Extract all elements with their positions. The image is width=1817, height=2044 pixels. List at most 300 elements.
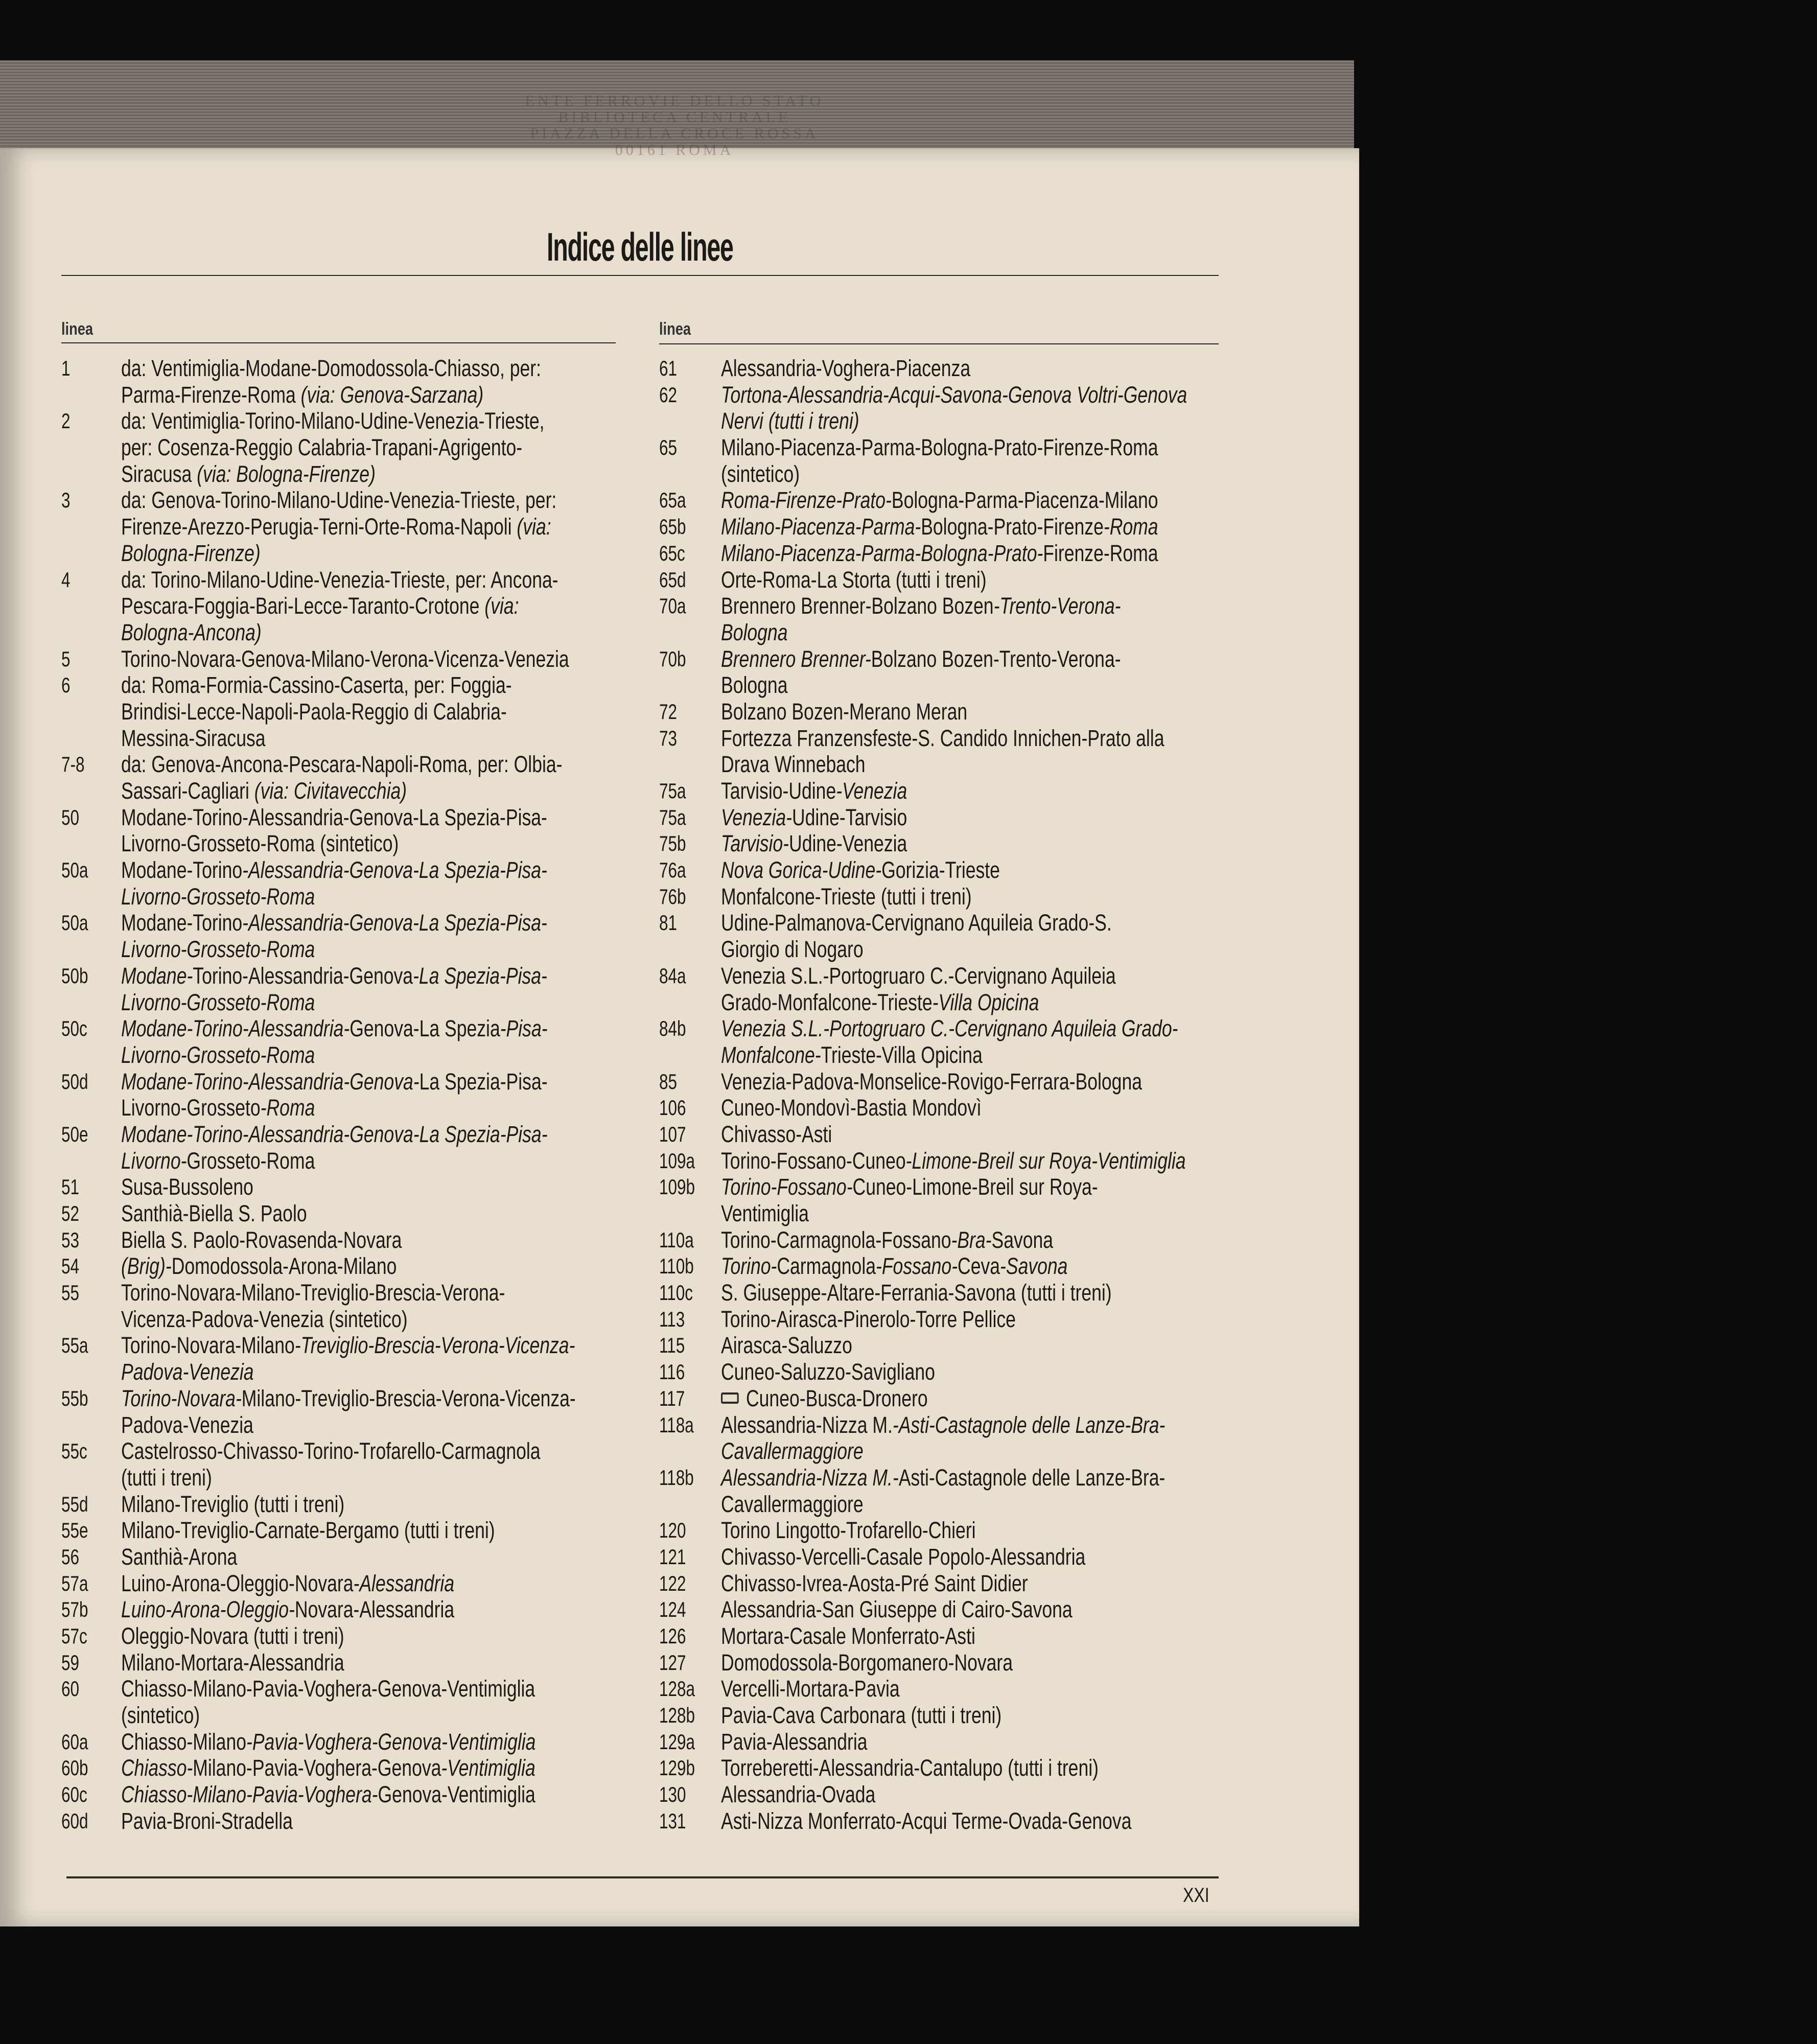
line-number: 129a: [659, 1729, 695, 1754]
route-segment-italic: -La Spezia-Pisa-: [413, 962, 547, 989]
index-entry: [61, 1491, 696, 1518]
route-description: [721, 804, 1311, 831]
route-description: [721, 1359, 1311, 1385]
route-segment-italic: -Bra-: [951, 1226, 992, 1253]
route-segment: Bologna-Parma-Piacenza-Milano: [891, 487, 1158, 514]
route-description: [721, 1596, 1311, 1623]
route-segment-italic: Livorno-Grosseto-Roma: [121, 989, 315, 1015]
route-text-line: [121, 1808, 576, 1834]
line-number: 70b: [659, 646, 686, 671]
route-segment: Chiasso-Milano-Pavia-Voghera-Genova-Ventimiglia: [121, 1676, 535, 1702]
route-segment-italic: Alessandria-Nizza M.-: [721, 1464, 899, 1491]
route-segment: Orte-Roma-La Storta (tutti i treni): [721, 566, 987, 593]
route-segment-italic: Livorno-Grosseto-Roma: [121, 883, 315, 910]
route-text-line: [721, 1227, 1187, 1253]
route-text-line: [721, 672, 1187, 699]
line-number: 110c: [659, 1281, 693, 1305]
index-entry: [61, 857, 696, 910]
index-entry: [659, 1280, 1311, 1306]
index-entry: [61, 910, 696, 962]
route-text-line: [721, 1676, 1187, 1702]
route-text-line: [121, 1465, 576, 1491]
line-number: 84a: [659, 963, 686, 988]
route-segment: da: Torino-Milano-Udine-Venezia-Trieste, per: Ancona-: [121, 566, 558, 593]
line-number: 129b: [659, 1756, 695, 1780]
route-text-line: [721, 619, 1187, 646]
route-text-line: [721, 910, 1187, 936]
route-segment: Susa-Bussoleno: [121, 1174, 253, 1200]
route-text-line: [721, 1438, 1187, 1465]
index-entry: [61, 1623, 696, 1650]
route-description: [721, 382, 1311, 434]
route-segment: Alessandria-San Giuseppe di Cairo-Savona: [721, 1596, 1073, 1623]
route-text-line: [121, 989, 576, 1016]
index-entry: [659, 355, 1311, 382]
index-entry: [659, 963, 1311, 1015]
line-number: 55a: [61, 1333, 88, 1358]
line-number: 3: [61, 488, 71, 513]
route-segment: Udine-Tarvisio: [791, 804, 907, 830]
route-segment: Drava Winnebach: [721, 751, 866, 778]
route-segment-italic: -Pavia-Voghera-Genova-Ventimiglia: [246, 1728, 536, 1755]
index-entry: [61, 1438, 696, 1491]
route-segment: Vicenza-Padova-Venezia (sintetico): [121, 1306, 408, 1332]
index-entry: [659, 1729, 1311, 1755]
index-entry: [659, 1227, 1311, 1253]
route-segment: Pavia-Alessandria: [721, 1728, 868, 1755]
route-description: [721, 1095, 1311, 1121]
route-text-line: [121, 1755, 576, 1781]
route-segment-italic: Tortona-Alessandria-Acqui-Savona-Genova Voltri-Genova: [721, 381, 1187, 408]
route-text-line: [121, 884, 576, 910]
index-entry: [61, 1755, 696, 1781]
route-segment: da: Roma-Formia-Cassino-Caserta, per: Foggia-: [121, 672, 512, 699]
route-segment-italic: -Treviglio-Brescia-Verona-Vicenza-: [294, 1332, 575, 1359]
route-segment: Pavia-Broni-Stradella: [121, 1807, 293, 1834]
index-entry: [659, 1702, 1311, 1729]
route-text-line: [121, 778, 576, 804]
route-segment-italic: (via:: [517, 514, 551, 540]
route-description: [121, 1121, 696, 1174]
line-number: 65a: [659, 488, 686, 513]
route-segment: Parma-Firenze-Roma: [121, 381, 301, 408]
line-number: 50a: [61, 858, 88, 882]
route-description: [121, 1491, 696, 1518]
route-description: [721, 1465, 1311, 1517]
route-description: [721, 1623, 1311, 1650]
route-description: [121, 567, 696, 646]
route-description: [721, 1332, 1311, 1359]
route-text-line: [721, 804, 1187, 831]
route-description: [121, 1544, 696, 1570]
route-segment: Modane-Torino: [121, 910, 243, 936]
route-description: [121, 355, 696, 408]
route-segment-italic: Venezia S.L.-Portogruaro C.-Cervignano Aquileia Grado-: [721, 1015, 1178, 1042]
route-segment: Milano-Mortara-Alessandria: [121, 1649, 344, 1676]
line-number: 113: [659, 1307, 685, 1331]
route-segment: Cuneo-Busca-Dronero: [746, 1385, 928, 1411]
route-text-line: [121, 1650, 576, 1676]
route-text-line: [121, 1174, 576, 1200]
route-description: [121, 963, 696, 1015]
route-text-line: [121, 567, 576, 593]
page-title: Indice delle linee: [547, 224, 733, 269]
route-segment: Torino-Alessandria-Genova: [193, 962, 413, 989]
line-number: 50c: [61, 1016, 87, 1041]
route-segment: Luino-Arona-Oleggio-Novara: [121, 1570, 354, 1596]
line-number: 70a: [659, 594, 686, 618]
route-segment: Castelrosso-Chivasso-Torino-Trofarello-Carmagnola: [121, 1438, 541, 1465]
route-segment: da: Ventimiglia-Torino-Milano-Udine-Venezia-Trieste,: [121, 408, 545, 434]
route-description: [721, 778, 1311, 804]
route-segment: Torino-Novara-Milano: [121, 1332, 295, 1359]
route-segment-italic: Brennero Brenner-: [721, 645, 871, 672]
line-number: 57c: [61, 1624, 87, 1648]
route-description: [121, 646, 696, 672]
route-text-line: [121, 408, 576, 434]
route-description: [721, 910, 1311, 962]
left-column-header: linea: [61, 319, 93, 339]
route-text-line: [721, 884, 1187, 910]
route-description: [721, 1650, 1311, 1676]
route-text-line: [721, 1412, 1187, 1438]
route-text-line: [721, 1306, 1187, 1333]
route-description: [721, 830, 1311, 857]
bus-icon: [721, 1392, 739, 1404]
index-entry: [61, 1596, 696, 1623]
route-text-line: [121, 1781, 576, 1808]
route-text-line: [721, 1596, 1187, 1623]
route-text-line: [721, 1465, 1187, 1491]
route-segment: (tutti i treni): [121, 1464, 212, 1491]
route-text-line: [121, 1069, 576, 1095]
route-text-line: [721, 1148, 1187, 1174]
route-description: [121, 857, 696, 910]
route-text-line: [121, 646, 576, 672]
line-number: 73: [659, 726, 678, 750]
route-description: [721, 1808, 1311, 1834]
route-text-line: [721, 1253, 1187, 1280]
index-entry: [61, 1015, 696, 1068]
index-entry: [61, 567, 696, 646]
route-segment: Torino-Novara-Genova-Milano-Verona-Vicenza-Venezia: [121, 645, 569, 672]
route-segment-italic: Livorno-: [121, 1147, 187, 1174]
route-description: [121, 672, 696, 751]
index-entry: [659, 1306, 1311, 1333]
route-segment: da: Genova-Ancona-Pescara-Napoli-Roma, per: Olbia-: [121, 751, 563, 778]
line-number: 81: [659, 911, 678, 935]
route-segment-italic: Bologna-Ancona): [121, 619, 262, 645]
route-description: [721, 884, 1311, 910]
route-segment: Novara-Alessandria: [294, 1596, 455, 1623]
route-description: [721, 434, 1311, 487]
line-number: 6: [61, 673, 71, 698]
route-segment-italic: -Limone-Breil sur Roya-Ventimiglia: [905, 1147, 1186, 1174]
route-text-line: [721, 540, 1187, 567]
route-description: [121, 804, 696, 857]
route-segment: Monfalcone-Trieste (tutti i treni): [721, 883, 972, 910]
stamp-line: ENTE FERROVIE DELLO STATO: [525, 92, 824, 109]
route-text-line: [721, 1702, 1187, 1729]
line-number: 4: [61, 567, 71, 592]
route-segment: Livorno-Grosseto: [121, 1095, 261, 1121]
route-segment: Udine-Palmanova-Cervignano Aquileia Grado-S.: [721, 910, 1112, 936]
route-segment: Firenze-Roma: [1043, 540, 1158, 566]
route-segment-italic: Milano-Piacenza-Parma-: [721, 514, 921, 540]
index-entry: [659, 487, 1311, 514]
index-entry: [61, 1121, 696, 1174]
route-segment: Vercelli-Mortara-Pavia: [721, 1676, 900, 1702]
route-segment-italic: Roma-Firenze-Prato-: [721, 487, 892, 514]
route-text-line: [721, 461, 1187, 487]
route-text-line: [121, 1702, 576, 1729]
route-description: [721, 1385, 1311, 1412]
route-text-line: [121, 434, 576, 461]
route-text-line: [721, 1069, 1187, 1095]
route-segment-italic: Livorno-Grosseto-Roma: [121, 936, 315, 963]
route-description: [721, 567, 1311, 593]
route-text-line: [121, 1544, 576, 1570]
index-entry: [659, 1755, 1311, 1781]
route-segment-italic: -Ventimiglia: [441, 1755, 535, 1781]
route-segment: Torino-Fossano-Cuneo: [721, 1147, 906, 1174]
index-entry: [61, 1069, 696, 1121]
route-text-line: [721, 1200, 1187, 1227]
line-number: 1: [61, 356, 71, 380]
line-number: 60b: [61, 1756, 88, 1780]
route-segment: Venezia S.L.-Portogruaro C.-Cervignano Aquileia: [721, 962, 1116, 989]
route-description: [121, 1729, 696, 1755]
line-number: 107: [659, 1122, 686, 1146]
route-description: [721, 1570, 1311, 1597]
route-text-line: [121, 857, 576, 884]
route-description: [121, 1596, 696, 1623]
index-entry: [659, 1676, 1311, 1702]
route-description: [121, 1015, 696, 1068]
route-description: [721, 1676, 1311, 1702]
route-text-line: [721, 1729, 1187, 1755]
route-description: [121, 1676, 696, 1728]
index-entry: [659, 804, 1311, 831]
route-segment-italic: Nervi (tutti i treni): [721, 408, 859, 434]
line-number: 130: [659, 1782, 686, 1807]
route-segment-italic: Bologna-Firenze): [121, 540, 261, 566]
index-entry: [61, 1808, 696, 1834]
route-segment: Bolzano Bozen-Trento-Verona-: [871, 645, 1121, 672]
route-segment: Savona: [991, 1226, 1054, 1253]
route-segment-italic: Monfalcone-: [721, 1041, 821, 1068]
route-text-line: [721, 1121, 1187, 1148]
line-number: 5: [61, 646, 71, 671]
route-description: [121, 1781, 696, 1808]
route-text-line: [121, 1121, 576, 1148]
route-segment-italic: (via: Civitavecchia): [254, 778, 407, 804]
route-segment: Brennero Brenner-Bolzano Bozen: [721, 593, 994, 619]
index-entry: [659, 382, 1311, 434]
route-text-line: [121, 1623, 576, 1650]
route-segment: da: Genova-Torino-Milano-Udine-Venezia-Trieste, per:: [121, 487, 557, 514]
route-description: [721, 1755, 1311, 1781]
route-description: [121, 1570, 696, 1597]
route-text-line: [121, 910, 576, 936]
route-text-line: [121, 672, 576, 699]
index-entry: [659, 540, 1311, 567]
route-description: [121, 1385, 696, 1438]
route-text-line: [121, 804, 576, 831]
route-segment: Domodossola-Borgomanero-Novara: [721, 1649, 1013, 1676]
route-segment: Torreberetti-Alessandria-Cantalupo (tutti i treni): [721, 1755, 1099, 1781]
index-entry: [659, 1095, 1311, 1121]
route-segment: Tarvisio-Udine: [721, 778, 836, 804]
route-description: [721, 1544, 1311, 1570]
route-text-line: [121, 1517, 576, 1544]
route-text-line: [121, 461, 576, 487]
route-text-line: [721, 1808, 1187, 1834]
stamp-line: PIAZZA DELLA CROCE ROSSA: [530, 125, 819, 142]
route-segment-italic: Luino-Arona-Oleggio-: [121, 1596, 295, 1623]
route-segment-italic: -Fossano-: [876, 1253, 958, 1280]
route-description: [721, 1412, 1311, 1465]
route-segment: Padova-Venezia: [121, 1411, 253, 1438]
route-segment-italic: Modane-Torino-Alessandria-Genova-: [121, 1068, 420, 1095]
route-description: [121, 1069, 696, 1121]
route-text-line: [121, 1042, 576, 1069]
index-entry: [659, 1174, 1311, 1226]
route-segment: Asti-Nizza Monferrato-Acqui Terme-Ovada-Genova: [721, 1807, 1132, 1834]
route-text-line: [721, 989, 1187, 1016]
route-description: [121, 1280, 696, 1332]
route-segment: Grado-Monfalcone-Trieste: [721, 989, 933, 1015]
index-entry: [61, 1517, 696, 1544]
route-segment-italic: Bologna: [721, 619, 788, 645]
route-segment-italic: -Villa Opicina: [932, 989, 1039, 1015]
index-entry: [659, 514, 1311, 540]
route-text-line: [121, 1491, 576, 1518]
route-segment: da: Ventimiglia-Modane-Domodossola-Chiasso, per:: [121, 355, 542, 381]
route-segment: Carmagnola: [777, 1253, 876, 1280]
route-text-line: [121, 1253, 576, 1280]
route-segment-italic: Cavallermaggiore: [721, 1438, 864, 1465]
route-text-line: [721, 646, 1187, 672]
route-segment-italic: Padova-Venezia: [121, 1359, 254, 1385]
index-entry: [659, 567, 1311, 593]
route-description: [721, 725, 1311, 778]
route-text-line: [721, 1755, 1187, 1781]
line-number: 60d: [61, 1808, 88, 1833]
route-text-line: [121, 1332, 576, 1359]
title-rule: [61, 275, 1219, 276]
line-number: 115: [659, 1333, 685, 1358]
line-number: 116: [659, 1360, 685, 1384]
index-entry: [659, 1332, 1311, 1359]
route-text-line: [721, 514, 1187, 540]
line-number: 110b: [659, 1254, 694, 1279]
route-segment-italic: Modane-: [121, 962, 193, 989]
route-segment: Bologna-Prato-Firenze: [921, 514, 1104, 540]
route-segment-italic: -Savona: [1000, 1253, 1068, 1280]
route-segment: Chivasso-Ivrea-Aosta-Pré Saint Didier: [721, 1570, 1028, 1596]
route-segment: (sintetico): [721, 460, 800, 487]
index-entry: [659, 1781, 1311, 1808]
route-description: [721, 540, 1311, 567]
route-description: [121, 751, 696, 804]
index-entry: [659, 1253, 1311, 1280]
route-segment: Mortara-Casale Monferrato-Asti: [721, 1623, 975, 1649]
route-description: [721, 1517, 1311, 1544]
page-number: XXI: [1183, 1884, 1209, 1907]
line-number: 110a: [659, 1227, 694, 1252]
route-text-line: [721, 567, 1187, 593]
route-segment-italic: Chiasso-Milano-Pavia-Voghera-: [121, 1781, 378, 1808]
route-text-line: [121, 1095, 576, 1121]
route-description: [721, 1306, 1311, 1333]
route-description: [721, 1781, 1311, 1808]
line-number: 106: [659, 1096, 686, 1120]
route-segment: (sintetico): [121, 1702, 200, 1729]
index-entry: [659, 1148, 1311, 1174]
index-entry: [659, 1385, 1311, 1412]
index-entry: [61, 1332, 696, 1385]
index-entry: [61, 751, 696, 804]
index-entry: [659, 1570, 1311, 1597]
route-segment: Milano-Treviglio-Brescia-Verona-Vicenza-: [241, 1385, 576, 1411]
route-description: [721, 963, 1311, 1015]
route-text-line: [721, 1095, 1187, 1121]
route-text-line: [721, 1491, 1187, 1518]
route-segment: Domodossola-Arona-Milano: [171, 1253, 397, 1280]
route-segment-italic: Chiasso-: [121, 1755, 193, 1781]
route-segment: Torino-Novara-Milano-Treviglio-Brescia-Verona-: [121, 1280, 505, 1306]
line-number: 61: [659, 356, 678, 380]
route-text-line: [721, 1042, 1187, 1069]
line-number: 60: [61, 1677, 80, 1701]
line-number: 75b: [659, 831, 686, 856]
route-segment: Pavia-Cava Carbonara (tutti i treni): [721, 1702, 1002, 1729]
route-description: [121, 1253, 696, 1280]
route-description: [121, 1517, 696, 1544]
route-text-line: [721, 830, 1187, 857]
line-number: 65d: [659, 567, 686, 592]
index-entry: [61, 963, 696, 1015]
index-entry: [61, 1650, 696, 1676]
line-number: 60a: [61, 1729, 88, 1754]
route-segment: S. Giuseppe-Altare-Ferrania-Savona (tutti i treni): [721, 1280, 1112, 1306]
route-text-line: [121, 593, 576, 619]
index-entry: [61, 672, 696, 751]
index-entry: [61, 1544, 696, 1570]
route-description: [121, 1174, 696, 1200]
index-entry: [61, 487, 696, 566]
route-description: [721, 487, 1311, 514]
line-number: 76b: [659, 884, 686, 909]
line-number: 55c: [61, 1439, 87, 1464]
line-number: 50: [61, 805, 80, 829]
route-segment: Cuneo-Mondovì-Bastia Mondovì: [721, 1095, 982, 1121]
route-description: [121, 1200, 696, 1227]
route-segment-italic: -Roma: [260, 1095, 315, 1121]
line-number: 50e: [61, 1122, 88, 1146]
route-description: [121, 1227, 696, 1253]
line-number: 65c: [659, 541, 685, 565]
line-number: 127: [659, 1650, 686, 1675]
route-segment-italic: Milano-Piacenza-Parma-Bologna-Prato-: [721, 540, 1043, 566]
route-segment: Chiasso-Milano: [121, 1728, 246, 1755]
route-description: [721, 699, 1311, 725]
route-text-line: [121, 355, 576, 382]
index-entry: [61, 1200, 696, 1227]
route-segment: Cavallermaggiore: [721, 1491, 864, 1517]
route-text-line: [121, 1729, 576, 1755]
